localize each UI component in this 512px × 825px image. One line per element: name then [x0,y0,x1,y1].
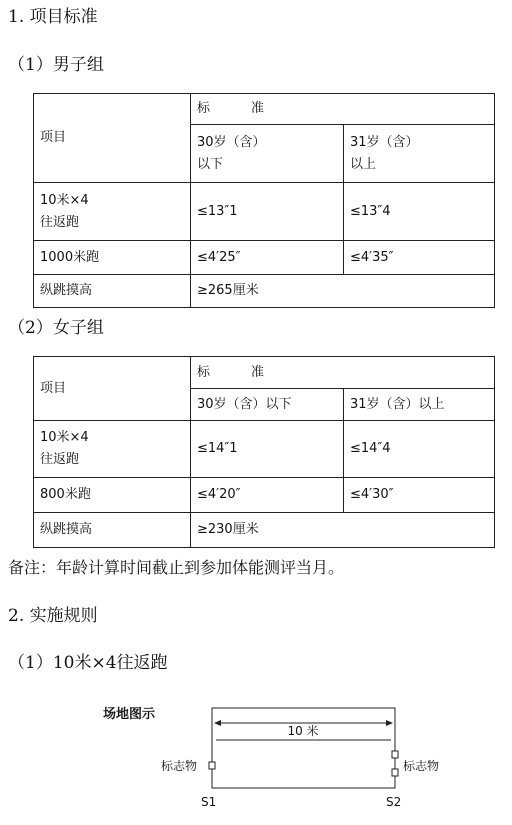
section1-heading: 1. 项目标准 [8,7,98,27]
row-item: 纵跳摸高 [34,513,191,548]
table-row [34,275,495,308]
row-item: 10米×4 往返跑 [34,183,191,241]
end-point-label: S2 [386,795,402,809]
row-young-value: ≤4′25″ [191,241,344,275]
row-old-value: ≤4′30″ [344,478,495,513]
marker-right-box-bottom [392,769,398,776]
diagram-title: 场地图示 [103,707,156,722]
field-boundary [212,708,395,788]
female-col-standard: 标 准 [191,357,495,389]
row-both-value: ≥230厘米 [191,513,495,548]
female-sub-col-old: 31岁（含）以上 [344,389,495,421]
shuttle-run-heading: （1）10米×4往返跑 [8,653,168,673]
row-item: 1000米跑 [34,241,191,275]
row-both-value: ≥265厘米 [191,275,495,308]
row-young-value: ≤14″1 [191,421,344,478]
female-standards-table [33,356,495,548]
row-young-value: ≤4′20″ [191,478,344,513]
table-row [34,183,495,241]
row-young-value: ≤13″1 [191,183,344,241]
marker-right-label: 标志物 [403,759,440,773]
male-group-heading: （1）男子组 [8,55,104,75]
table-row [34,478,495,513]
marker-right-box-top [392,751,398,758]
male-sub-col-old: 31岁（含） 以上 [344,125,495,183]
male-sub-col-young: 30岁（含） 以下 [191,125,344,183]
start-point-label: S1 [201,795,217,809]
male-standards-table [33,93,495,308]
table-row [34,241,495,275]
age-note: 备注：年龄计算时间截止到参加体能测评当月。 [8,558,345,577]
male-col-standard: 标 准 [191,94,495,125]
field-diagram [0,690,512,820]
row-item: 800米跑 [34,478,191,513]
row-item: 10米×4 往返跑 [34,421,191,478]
arrow-left-head [214,720,221,726]
row-old-value: ≤4′35″ [344,241,495,275]
marker-left-label: 标志物 [161,759,198,773]
row-item: 纵跳摸高 [34,275,191,308]
arrow-right-head [386,720,393,726]
table-row [34,513,495,548]
marker-left-box [209,762,215,769]
female-group-heading: （2）女子组 [8,318,104,338]
female-col-item: 项目 [34,357,191,421]
row-old-value: ≤14″4 [344,421,495,478]
table-row [34,421,495,478]
male-col-item: 项目 [34,94,191,183]
distance-label: 10 米 [287,724,319,738]
row-old-value: ≤13″4 [344,183,495,241]
female-sub-col-young: 30岁（含）以下 [191,389,344,421]
section2-heading: 2. 实施规则 [8,606,98,626]
